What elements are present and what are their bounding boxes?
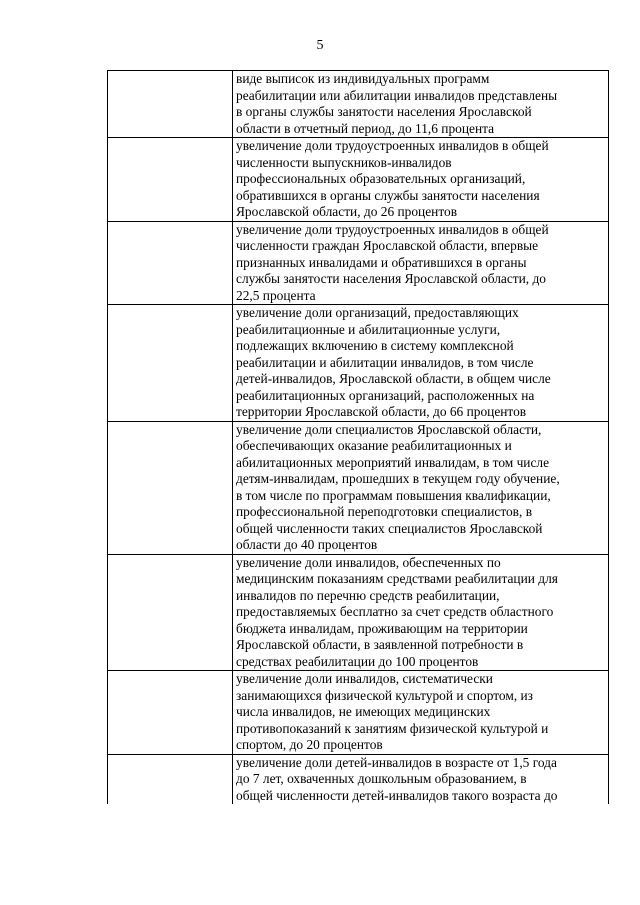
indicator-text-line: области в отчетный период, до 11,6 процента xyxy=(236,120,495,136)
indicator-text-line: профессиональной переподготовки специалистов, в xyxy=(236,504,533,519)
table-row xyxy=(108,71,609,138)
indicator-cell xyxy=(233,754,609,804)
indicator-cell xyxy=(233,554,609,671)
indicator-text-line: увеличение доли трудоустроенных инвалидов в общей xyxy=(236,221,549,237)
indicator-text-line: спортом, до 20 процентов xyxy=(236,737,383,752)
indicator-text-line: в том числе по программам повышения квалификации, xyxy=(236,487,551,503)
indicator-text-line: абилитационных мероприятий инвалидам, в том числе xyxy=(236,454,550,470)
table-row xyxy=(108,754,609,804)
indicator-text-line: увеличение доли организаций, предоставляющих xyxy=(236,305,519,320)
page-number: 5 xyxy=(316,38,324,53)
indicator-text-line: службы занятости населения Ярославской области, до xyxy=(236,271,546,286)
empty-left-cell xyxy=(108,671,233,755)
indicator-text-line: детям-инвалидам, прошедших в текущем году обучение, xyxy=(236,471,560,486)
indicator-text-line: реабилитации или абилитации инвалидов представлены xyxy=(236,87,558,103)
indicator-text-line: территории Ярославской области, до 66 процентов xyxy=(236,404,527,419)
indicators-table xyxy=(107,70,609,804)
indicator-text-line: увеличение доли инвалидов, обеспеченных по xyxy=(236,554,501,570)
empty-left-cell xyxy=(108,554,233,671)
indicator-cell xyxy=(233,671,609,755)
indicator-text-line: увеличение доли трудоустроенных инвалидов в общей xyxy=(236,138,549,153)
table-row xyxy=(108,305,609,422)
indicator-text-line: инвалидов по перечню средств реабилитации, xyxy=(236,587,500,603)
indicator-text-line: виде выписок из индивидуальных программ xyxy=(236,71,490,86)
indicator-text-line: реабилитационных организаций, расположенных на xyxy=(236,387,535,403)
indicator-text-line: увеличение доли детей-инвалидов в возрасте от 1,5 года xyxy=(236,754,557,770)
indicator-text-line: общей численности детей-инвалидов такого возраста до xyxy=(236,787,558,803)
indicator-cell xyxy=(233,305,609,422)
empty-left-cell xyxy=(108,71,233,138)
table-row xyxy=(108,671,609,755)
table-row xyxy=(108,421,609,554)
indicator-cell xyxy=(233,221,609,305)
indicator-cell xyxy=(233,71,609,138)
indicator-text-line: до 7 лет, охваченных дошкольным образованием, в xyxy=(236,771,527,786)
indicator-text-line: реабилитации и абилитации инвалидов, в том числе xyxy=(236,354,534,370)
table-row xyxy=(108,221,609,305)
empty-left-cell xyxy=(108,754,233,804)
indicator-text-line: увеличение доли инвалидов, систематически xyxy=(236,671,493,686)
indicator-text-line: детей-инвалидов, Ярославской области, в общем числе xyxy=(236,371,551,386)
indicator-text-line: подлежащих включению в систему комплексной xyxy=(236,338,514,353)
indicator-cell xyxy=(233,421,609,554)
indicator-text-line: противопоказаний к занятиям физической культурой и xyxy=(236,720,549,736)
indicator-cell xyxy=(233,138,609,222)
empty-left-cell xyxy=(108,221,233,305)
indicator-text-line: численности выпускников-инвалидов xyxy=(236,154,452,170)
indicator-text-line: Ярославской области, до 26 процентов xyxy=(236,204,458,219)
indicator-text-line: занимающихся физической культурой и спортом, из xyxy=(236,687,533,703)
indicator-text-line: бюджета инвалидам, проживающим на территории xyxy=(236,620,528,636)
indicator-text-line: признанных инвалидами и обратившихся в органы xyxy=(236,254,527,270)
empty-left-cell xyxy=(108,138,233,222)
indicator-text-line: Ярославской области, в заявленной потребности в xyxy=(236,637,524,652)
table-row xyxy=(108,138,609,222)
indicator-text-line: численности граждан Ярославской области, впервые xyxy=(236,238,539,253)
indicators-table-body xyxy=(108,71,609,805)
empty-left-cell xyxy=(108,421,233,554)
indicator-text-line: области до 40 процентов xyxy=(236,537,378,552)
indicator-text-line: увеличение доли специалистов Ярославской области, xyxy=(236,421,542,437)
indicator-text-line: обеспечивающих оказание реабилитационных и xyxy=(236,438,512,453)
indicator-text-line: профессиональных образовательных организаций, xyxy=(236,171,526,186)
indicator-text-line: реабилитационные и абилитационные услуги, xyxy=(236,321,501,337)
empty-left-cell xyxy=(108,305,233,422)
indicator-text-line: в органы службы занятости населения Ярославской xyxy=(236,104,532,119)
indicator-text-line: предоставляемых бесплатно за счет средств областного xyxy=(236,604,554,619)
indicator-text-line: средствах реабилитации до 100 процентов xyxy=(236,653,479,669)
indicator-text-line: медицинским показаниям средствами реабилитации для xyxy=(236,571,558,586)
indicator-text-line: числа инвалидов, не имеющих медицинских xyxy=(236,704,491,719)
indicator-text-line: обратившихся в органы службы занятости населения xyxy=(236,187,540,203)
table-row xyxy=(108,554,609,671)
indicator-text-line: общей численности таких специалистов Ярославской xyxy=(236,520,543,536)
indicator-text-line: 22,5 процента xyxy=(236,287,316,303)
